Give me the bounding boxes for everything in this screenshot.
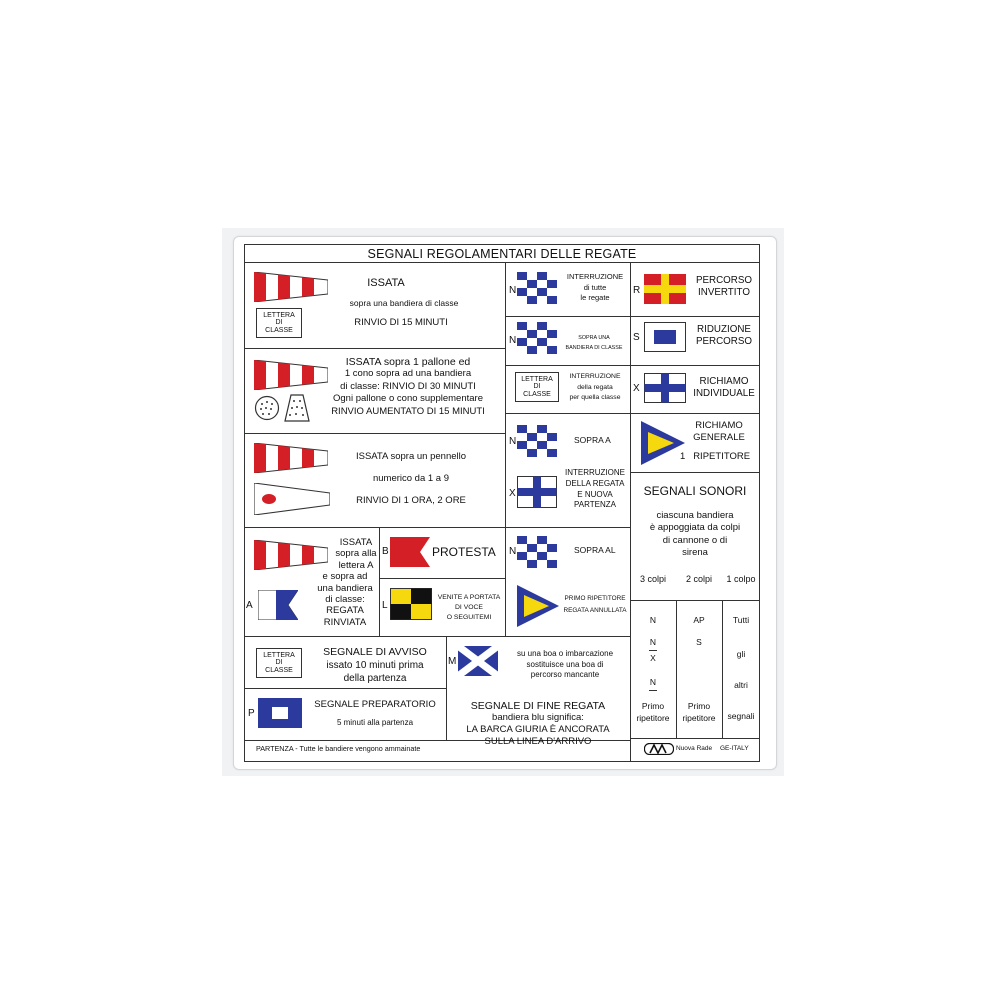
abandon-class-race-text: INTERRUZIONE della regata per quella classe [569,373,621,401]
first-substitute-label: 1 RIPETITORE [680,451,751,462]
course-shortened-text: RIDUZIONE PERCORSO [695,324,753,347]
five-minutes-text: 5 minuti alla partenza [336,718,414,727]
col1-first-substitute: Primo ripetitore [636,701,670,723]
row-divider [630,316,760,317]
three-shots-label: 3 colpi [639,574,666,584]
column-divider-1 [505,262,506,636]
sierra-flag [644,322,686,352]
flag-letter-n: N [509,285,517,296]
numeral-pennant-text: ISSATA sopra un pennello [355,451,467,462]
flag-letter-x: X [509,488,516,499]
row-divider [244,433,506,434]
first-substitute-pennant [516,584,560,628]
come-within-hail-text: VENITE A PORTATA DI VOCE O SEGUITEMI [437,594,501,621]
page-title: SEGNALI REGOLAMENTARI DELLE REGATE [367,247,637,261]
row-divider [244,688,446,689]
over-bar [649,690,657,691]
flag-letter-l: L [382,600,388,611]
two-shots-label: 2 colpi [685,574,712,584]
over-class-flag-text: SOPRA UNA BANDIERA DI CLASSE [565,335,623,351]
lima-flag [390,588,432,620]
col2-ap: AP [693,615,705,625]
red-white-windsock-flag [254,443,328,473]
november-flag [517,322,557,354]
flag-letter-n: N [509,436,517,447]
general-recall-text: RICHIAMO GENERALE [693,420,745,443]
protest-label: PROTESTA [432,545,496,559]
col3-the: gli [736,649,746,659]
numeral-range-text: numerico da 1 a 9 [372,473,450,484]
flag-letter-r: R [633,285,641,296]
november-flag [517,425,557,457]
red-white-windsock-flag [254,272,328,302]
brand-name: Nuova Rade [676,745,713,752]
flag-letter-x: X [633,383,640,394]
issata-label: ISSATA [367,277,405,289]
col3-signals: segnali [727,711,755,721]
start-footnote: PARTENZA - Tutte le bandiere vengono ammainate [256,744,421,753]
papa-flag [258,698,302,728]
sound-signals-text: ciascuna bandiera è appoggiata da colpi di cannone o di sirena [649,510,741,559]
warning-signal-text: SEGNALE DI AVVISO issato 10 minuti prima della partenza [323,646,427,684]
flag-letter-s: S [633,332,640,343]
regatta-postponed-text: ISSATA sopra alla lettera A e sopra ad una bandiera di classe: REGATA RINVIATA [317,537,377,628]
col1-x: X [650,653,656,663]
over-bar [649,650,657,651]
row-divider [379,578,505,579]
col1-n: N [649,615,657,625]
col2-first-substitute: Primo ripetitore [682,701,716,723]
column-divider [379,527,380,637]
mike-flag [458,646,498,676]
row-divider [505,365,630,366]
class-letter-box: LETTERA DI CLASSE [256,308,302,338]
missing-mark-text: su una boa o imbarcazione sostituisce una boa di percorso mancante [516,649,614,680]
row-divider [505,316,630,317]
row-divider [505,527,630,528]
row-divider [244,636,630,637]
title-divider [244,262,760,263]
over-first-substitute-text: SOPRA AL [574,545,616,555]
race-abandoned-text: PRIMO RIPETITORE REGATA ANNULLATA [563,595,627,614]
xray-flag [517,476,557,508]
postpone-hours-text: RINVIO DI 1 ORA, 2 ORE [356,495,466,506]
nuova-rade-logo-icon [644,743,674,755]
one-shot-label: 1 colpo [726,574,756,584]
over-class-flag-text: sopra una bandiera di classe [349,298,459,308]
row-divider [630,365,760,366]
abandon-all-races-text: INTERRUZIONE di tutte le regate [566,272,624,302]
flag-letter-p: P [248,708,255,719]
bravo-flag [390,537,430,567]
preparatory-signal-label: SEGNALE PREPARATORIO [314,699,436,710]
romeo-flag [644,274,686,304]
row-divider [630,413,760,414]
col2-s: S [696,637,702,647]
ball-shape-icon [254,395,280,421]
november-flag [517,272,557,304]
class-letter-box: LETTERA DI CLASSE [256,648,302,678]
finish-signal-text: SEGNALE DI FINE REGATA bandiera blu significa: LA BARCA GIURIA È ANCORATA SULLA LINEA D'ARRIVO [466,700,610,747]
row-divider [630,600,760,601]
col1-n-over: N [649,637,657,647]
row-divider [244,348,506,349]
flag-letter-a: A [246,600,253,611]
alpha-flag [258,590,298,620]
xray-flag [644,373,686,403]
course-reversed-text: PERCORSO INVERTITO [695,275,753,298]
col3-all: Tutti [732,615,750,625]
flag-letter-n: N [509,335,517,346]
row-divider [630,472,760,473]
flag-letter-m: M [448,656,457,667]
origin-label: GE-ITALY [720,745,749,752]
col3-other: altri [734,680,748,690]
row-divider [630,738,760,739]
cone-shape-icon [284,394,310,422]
col1-n2: N [649,677,657,687]
class-letter-box: LETTERA DI CLASSE [515,372,559,402]
abandon-restart-text: INTERRUZIONE DELLA REGATA E NUOVA PARTENZA [565,468,625,510]
ball-cone-postpone-text: ISSATA sopra 1 pallone ed 1 cono sopra ad una bandiera di classe: RINVIO DI 30 MINUTI Ogni pallone o cono supplementare RINVIO AUMENTATO DI 15 MINUTI [331,356,485,417]
flag-letter-b: B [382,546,389,557]
red-white-windsock-flag [254,360,328,390]
row-divider [505,413,630,414]
postpone-15-min-text: RINVIO DI 15 MINUTI [354,317,448,328]
individual-recall-text: RICHIAMO INDIVIDUALE [693,376,755,399]
sound-signals-title: SEGNALI SONORI [643,484,747,498]
over-a-text: SOPRA A [574,435,611,445]
flag-letter-n: N [509,546,517,557]
november-flag [517,536,557,568]
numeral-pennant-flag [254,483,330,515]
